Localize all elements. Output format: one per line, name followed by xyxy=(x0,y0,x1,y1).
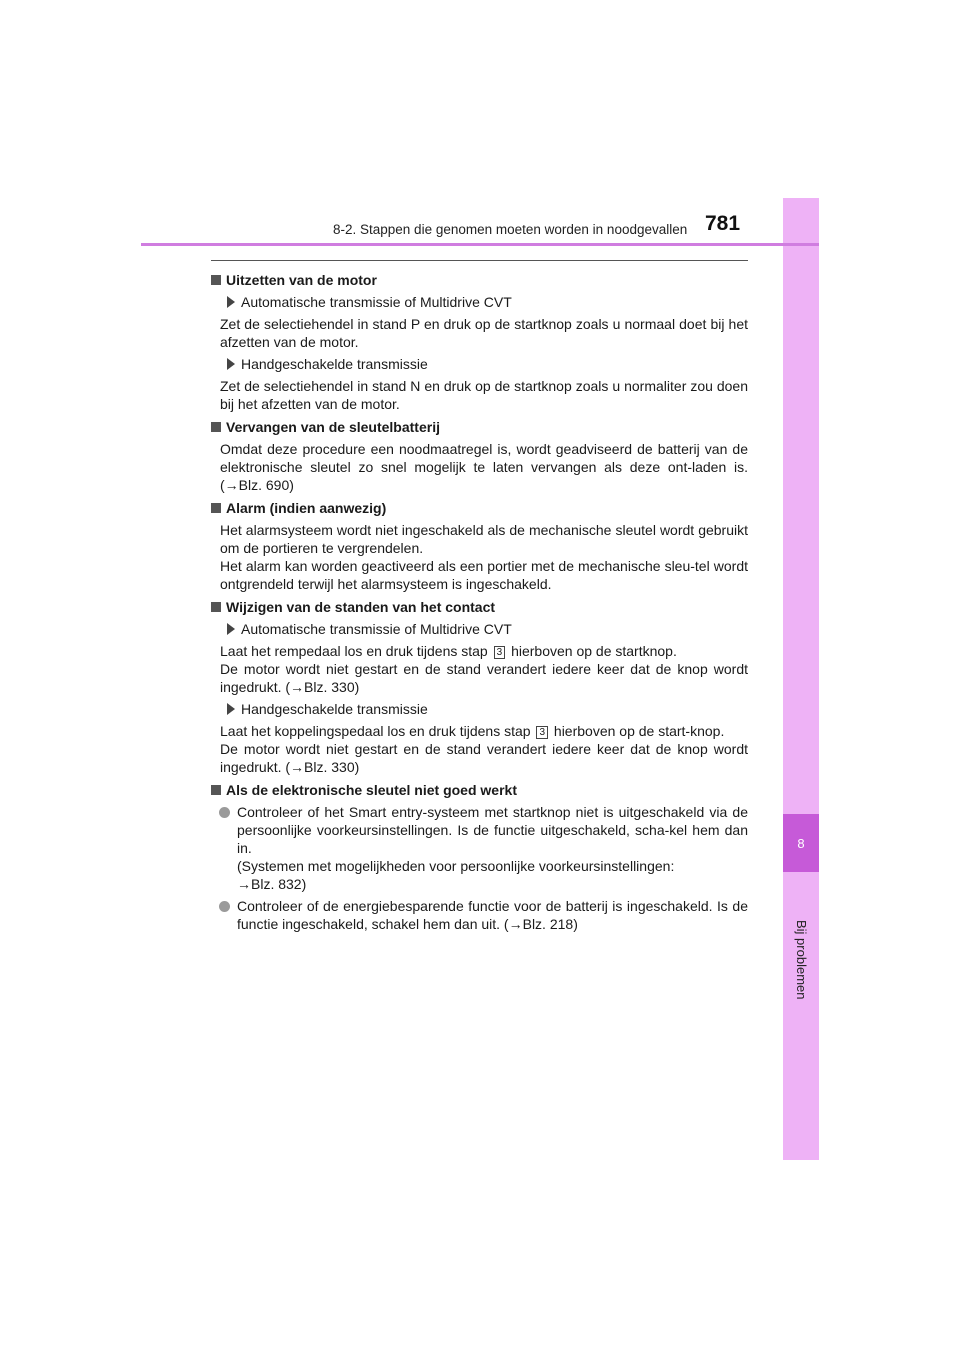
page-reference[interactable]: Blz. 690) xyxy=(238,477,294,493)
page-reference[interactable]: Blz. 330) xyxy=(304,679,360,695)
chapter-number: 8 xyxy=(797,835,805,851)
section-heading: Wijzigen van de standen van het contact xyxy=(211,598,748,616)
paragraph: De motor wordt niet gestart en de stand verandert iedere keer dat de knop wordt ingedrukt. (→Blz. 330) xyxy=(220,741,748,775)
paragraph: Het alarm kan worden geactiveerd als een portier met de mechanische sleu-tel wordt ontgrendeld terwijl het alarmsysteem is ingeschakeld. xyxy=(220,558,748,592)
paragraph: De motor wordt niet gestart en de stand verandert iedere keer dat de knop wordt ingedrukt. (→Blz. 330) xyxy=(220,661,748,695)
paragraph: Het alarmsysteem wordt niet ingeschakeld als de mechanische sleutel wordt gebruikt om de portieren te vergrendelen. xyxy=(220,522,748,556)
page-reference[interactable]: Blz. 218) xyxy=(522,916,578,932)
page-content xyxy=(211,266,748,933)
square-bullet-icon xyxy=(211,503,221,513)
paragraph: Laat het koppelingspedaal los en druk tijdens stap 3 hierboven op de start-knop. xyxy=(220,723,725,739)
page-ref-arrow: → xyxy=(508,916,523,932)
chapter-title: Bij problemen xyxy=(794,920,809,1000)
square-bullet-icon xyxy=(211,602,221,612)
triangle-right-icon xyxy=(227,296,235,308)
page-reference[interactable]: Blz. 832) xyxy=(251,876,307,892)
paragraph: Omdat deze procedure een noodmaatregel is, wordt geadviseerd de batterij van de elektronische sleutel zo snel mogelijk te laten vervangen als deze ont-laden is. (→Blz. 690) xyxy=(220,441,748,493)
paragraph: Laat het rempedaal los en druk tijdens stap 3 hierboven op de startknop. xyxy=(220,643,677,659)
triangle-right-icon xyxy=(227,703,235,715)
paragraph: Zet de selectiehendel in stand N en druk op de startknop zoals u normaliter zou doen bij het afzetten van de motor. xyxy=(220,378,748,412)
circle-bullet-icon xyxy=(219,807,230,818)
page-ref-arrow: → xyxy=(224,477,239,493)
bullet-item: Controleer of het Smart entry-systeem met startknop niet is uitgeschakeld via de persoonlijke voorkeursinstellingen. Is de functie uitgeschakeld, scha-kel hem dan in. (Systemen met mogelijkheden voor persoonlijke voorkeursinstellingen: →Blz. 832) xyxy=(211,803,748,893)
step-number-box: 3 xyxy=(536,726,548,739)
content-rule xyxy=(211,260,748,261)
section-heading: Vervangen van de sleutelbatterij xyxy=(211,418,748,436)
section-heading: Uitzetten van de motor xyxy=(211,271,748,289)
header-divider xyxy=(141,243,819,246)
page-ref-arrow: → xyxy=(237,876,251,892)
triangle-right-icon xyxy=(227,623,235,635)
subheading: Automatische transmissie of Multidrive CVT xyxy=(227,620,748,638)
page-ref-arrow: → xyxy=(290,679,305,695)
subheading: Handgeschakelde transmissie xyxy=(227,700,748,718)
subheading: Automatische transmissie of Multidrive CVT xyxy=(227,293,748,311)
circle-bullet-icon xyxy=(219,901,230,912)
header-section-title: 8-2. Stappen die genomen moeten worden in noodgevallen xyxy=(333,222,688,237)
bullet-item: Controleer of de energiebesparende functie voor de batterij is ingeschakeld. Is de functie ingeschakeld, schakel hem dan uit. (→Blz. 218) xyxy=(211,897,748,933)
section-heading: Als de elektronische sleutel niet goed werkt xyxy=(211,781,748,799)
page-reference[interactable]: Blz. 330) xyxy=(304,759,360,775)
step-number-box: 3 xyxy=(494,646,506,659)
page-ref-arrow: → xyxy=(290,759,305,775)
page-number: 781 xyxy=(705,212,741,235)
triangle-right-icon xyxy=(227,358,235,370)
square-bullet-icon xyxy=(211,275,221,285)
chapter-number-box xyxy=(783,814,819,872)
section-heading: Alarm (indien aanwezig) xyxy=(211,499,748,517)
subheading: Handgeschakelde transmissie xyxy=(227,355,748,373)
square-bullet-icon xyxy=(211,785,221,795)
square-bullet-icon xyxy=(211,422,221,432)
paragraph: Zet de selectiehendel in stand P en druk op de startknop zoals u normaal doet bij het afzetten van de motor. xyxy=(220,316,748,350)
